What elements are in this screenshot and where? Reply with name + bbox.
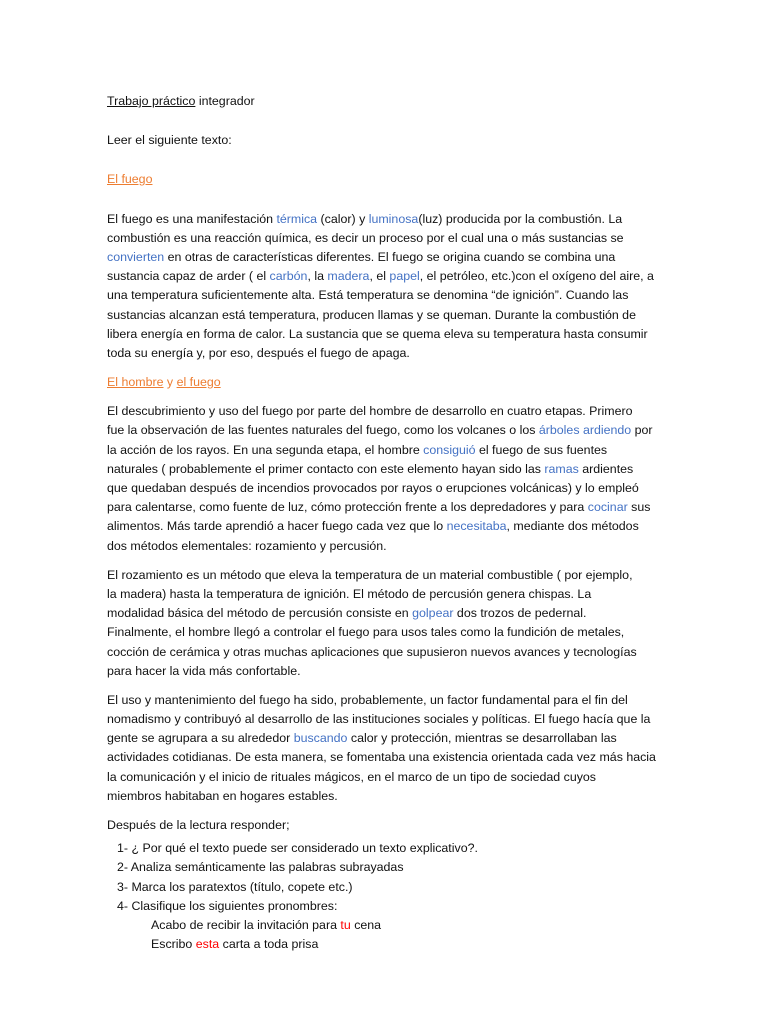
paragraph-1 [107,210,667,364]
text-run: la acción de los rayos. En una segunda etapa, el hombre [107,442,424,457]
paragraph-line [107,210,667,229]
paragraph-line [107,479,667,498]
text-run: El rozamiento es un método que eleva la temperatura de un material combustible ( por ejemplo, [107,567,633,582]
instruction: Leer el siguiente texto: [107,133,232,148]
question-3: 3- Marca los paratextos (título, copete etc.) [117,879,353,894]
title-underlined: Trabajo práctico [107,94,196,108]
text-run: en otras de características diferentes. El fuego se origina cuando se combina una [164,249,616,264]
text-run: , mediante dos métodos [506,519,639,534]
text-run: una temperatura suficientemente alta. Está temperatura se denomina “de ignición”. Cuando las [107,288,629,303]
paragraph-line [107,402,667,421]
paragraph-line [107,286,667,305]
highlighted-word: carbón [269,269,308,284]
paragraph-line [107,729,667,748]
text-run: la madera) hasta la temperatura de ignición. El método de percusión genera chispas. La [107,586,592,601]
document-title [107,92,667,111]
text-run: El fuego es una manifestación [107,211,277,226]
title-rest: integrador [195,94,255,108]
paragraph-3 [107,566,667,681]
highlighted-word: golpear [412,606,454,621]
text-run: modalidad básica del método de percusión consiste en [107,606,413,621]
paragraph-line [107,517,667,536]
text-run: ardientes [578,461,634,476]
paragraph-line [107,748,667,767]
question-1: 1- ¿ Por qué el texto puede ser considerado un texto explicativo?. [117,841,478,856]
paragraph-line [107,787,667,806]
pronoun-example-2: Escribo esta carta a toda prisa [151,937,319,952]
text-run: (luz) producida por la combustión. La [418,211,623,226]
highlighted-word: ramas [544,461,579,476]
paragraph-4 [107,691,667,806]
text-run: (calor) y [317,211,369,226]
text-run: actividades cotidianas. De esta manera, se fomentaba una existencia orientada cada vez más hacia [107,750,656,765]
paragraph-line [107,325,667,344]
highlighted-word: convierten [107,249,165,264]
paragraph-line [107,537,667,556]
text-run: combustión es una reacción química, es decir un proceso por el cual una o más sustancias se [107,230,624,245]
question-4: 4- Clasifique los siguientes pronombres: [117,898,338,913]
text-run: El uso y mantenimiento del fuego ha sido, probablemente, un factor fundamental para el fin del [107,692,628,707]
text-run: miembros habitaban en hogares estables. [107,788,338,803]
paragraph-line [107,662,667,681]
text-run: cocción de cerámica y otras muchas aplicaciones que supusieron nuevos avances y tecnologías [107,644,637,659]
text-run: sus [627,500,651,515]
highlighted-word: térmica [276,211,318,226]
paragraph-line [107,267,667,286]
section-title-el-hombre-y-el-fuego: El hombre y el fuego [107,375,221,390]
after-reading-heading: Después de la lectura responder; [107,818,290,832]
section-title-el-fuego: El fuego [107,172,153,187]
text-run: para hacer la vida más confortable. [107,663,301,678]
text-run: libera energía en forma de calor. La sustancia que se quema eleva su temperatura hasta consumir [107,326,648,341]
text-run: , el petróleo, etc.)con el oxígeno del aire, a [419,269,654,284]
text-run: por [631,423,653,438]
highlighted-word: luminosa [368,211,419,226]
paragraph-line [107,643,667,662]
text-run: sustancia capaz de arder ( el [107,269,270,284]
paragraph-line [107,498,667,517]
text-run: sustancias alcanzan está temperatura, producen llamas y se queman. Durante la combustión de [107,307,636,322]
text-run: gente se agrupara a su alrededor [107,731,294,746]
paragraph-line [107,604,667,623]
paragraph-2 [107,402,667,556]
paragraph-line [107,768,667,787]
highlighted-word: necesitaba [446,519,507,534]
paragraph-line [107,441,667,460]
highlighted-word: madera [327,269,370,284]
paragraph-line [107,691,667,710]
highlighted-word: buscando [293,731,348,746]
paragraph-line [107,566,667,585]
text-run: nomadismo y contribuyó al desarrollo de las instituciones sociales y políticas. El fuego hacía que la [107,712,651,727]
paragraph-line [107,623,667,642]
text-run: dos trozos de pedernal. [453,606,587,621]
text-run: calor y protección, mientras se desarrollaban las [347,731,617,746]
highlighted-word: consiguió [423,442,476,457]
text-run: alimentos. Más tarde aprendió a hacer fuego cada vez que lo [107,519,447,534]
text-run: para calentarse, como fuente de luz, cómo protección frente a los depredadores y para [107,500,588,515]
text-run: la comunicación y el inicio de rituales mágicos, en el marco de un tipo de sociedad cuyos [107,769,597,784]
text-run: que quedaban después de incendios provocados por rayos o erupciones volcánicas) y lo empleó [107,481,639,495]
text-run: El descubrimiento y uso del fuego por parte del hombre de desarrollo en cuatro etapas. Primero [107,404,633,419]
questions-list [107,839,667,954]
text-run: dos métodos elementales: rozamiento y percusión. [107,538,387,553]
highlighted-word: árboles ardiendo [538,423,632,438]
text-run: toda su energía y, por eso, después el fuego de apaga. [107,345,410,360]
text-run: , el [369,269,390,284]
document-page [107,92,667,954]
text-run: Finalmente, el hombre llegó a controlar el fuego para usos tales como la fundición de metales, [107,625,625,640]
highlighted-word: cocinar [587,500,628,515]
text-run: naturales ( probablemente el primer contacto con este elemento hayan sido las [107,461,545,476]
paragraph-line [107,306,667,325]
paragraph-line [107,344,667,363]
paragraph-line [107,460,667,479]
paragraph-line [107,585,667,604]
paragraph-line [107,421,667,440]
text-run: el fuego de sus fuentes [475,442,608,457]
paragraph-line [107,248,667,267]
highlighted-pronoun: tu [340,917,351,932]
question-2: 2- Analiza semánticamente las palabras subrayadas [117,860,404,875]
text-run: fue la observación de las fuentes naturales del fuego, como los volcanes o los [107,423,539,438]
text-run: , la [307,269,328,284]
paragraph-line [107,229,667,248]
paragraph-line [107,710,667,729]
highlighted-word: papel [389,269,420,284]
pronoun-example-1: Acabo de recibir la invitación para tu cena [151,917,382,932]
highlighted-pronoun: esta [195,937,220,952]
